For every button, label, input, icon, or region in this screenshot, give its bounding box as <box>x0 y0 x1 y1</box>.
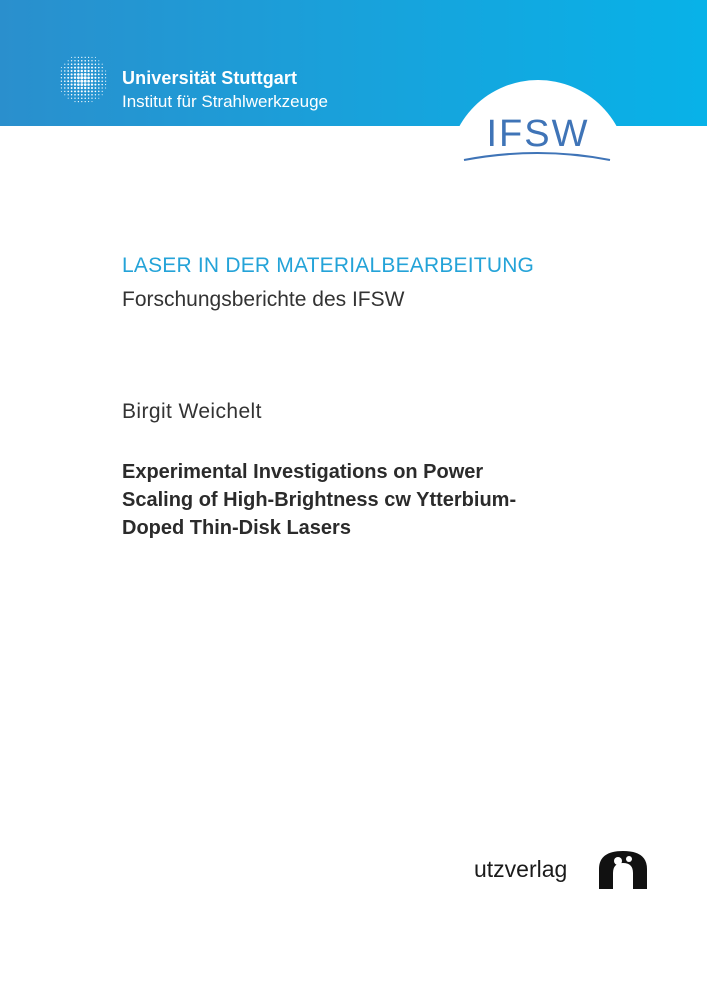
emblem-dot <box>67 87 69 89</box>
emblem-dot <box>91 73 93 75</box>
emblem-dot <box>84 60 86 62</box>
emblem-dot <box>71 57 72 58</box>
emblem-dot <box>68 98 69 99</box>
utzverlag-arch-logo-icon <box>597 849 649 889</box>
emblem-dot <box>84 87 86 89</box>
emblem-dot <box>87 76 90 79</box>
emblem-dot <box>64 87 65 88</box>
emblem-dot <box>94 73 96 75</box>
emblem-dot <box>77 76 80 79</box>
emblem-dot <box>74 60 75 61</box>
emblem-dot <box>95 63 97 64</box>
emblem-dot <box>87 83 90 86</box>
emblem-dot <box>71 84 73 86</box>
emblem-dot <box>68 60 69 61</box>
emblem-dot <box>88 94 90 96</box>
emblem-dot <box>105 84 106 85</box>
emblem-dot <box>71 67 73 69</box>
emblem-dot <box>91 57 92 58</box>
emblem-dot <box>81 94 83 96</box>
emblem-dot <box>67 67 69 69</box>
emblem-dot <box>84 63 86 65</box>
emblem-dot <box>102 87 103 88</box>
emblem-dot <box>91 67 93 69</box>
emblem-dot <box>71 70 73 72</box>
emblem-dot <box>84 76 87 79</box>
university-name: Universität Stuttgart <box>122 68 298 88</box>
emblem-dot <box>87 70 89 72</box>
emblem-dot <box>94 87 96 89</box>
emblem-dot <box>98 84 100 86</box>
book-title-line: Scaling of High-Brightness cw Ytterbium- <box>122 489 517 511</box>
emblem-dot <box>74 57 75 58</box>
emblem-dot <box>98 87 100 89</box>
emblem-dot <box>98 70 100 72</box>
emblem-dot <box>77 80 80 83</box>
emblem-dot <box>71 63 73 65</box>
emblem-dot <box>84 90 86 92</box>
emblem-dot <box>74 101 75 102</box>
emblem-dot <box>84 97 86 99</box>
emblem-dot <box>85 101 86 102</box>
emblem-dot <box>67 84 69 86</box>
emblem-dot <box>67 73 69 75</box>
emblem-dot <box>77 73 80 76</box>
emblem-dot <box>95 94 96 95</box>
emblem-dot <box>87 87 89 89</box>
series-subtitle: Forschungsberichte des IFSW <box>122 288 405 311</box>
emblem-dot <box>64 64 65 65</box>
emblem-dot <box>64 91 65 92</box>
emblem-dot <box>91 98 92 99</box>
emblem-dot <box>102 91 103 92</box>
emblem-dot <box>80 83 83 86</box>
emblem-dot <box>78 57 79 58</box>
emblem-dot <box>81 60 83 62</box>
emblem-dot <box>61 70 62 71</box>
emblem-dot <box>64 84 66 86</box>
emblem-dot <box>74 73 76 75</box>
book-title-line: Doped Thin-Disk Lasers <box>122 517 351 539</box>
emblem-dot <box>87 80 90 83</box>
emblem-dot <box>98 94 99 95</box>
emblem-dot <box>80 76 83 79</box>
emblem-dot <box>98 98 99 99</box>
emblem-dot <box>95 98 96 99</box>
emblem-dot <box>77 83 80 86</box>
emblem-dot <box>61 77 62 78</box>
emblem-dot <box>78 94 80 96</box>
book-title-line: Experimental Investigations on Power <box>122 461 484 483</box>
series-title: LASER IN DER MATERIALBEARBEITUNG <box>122 254 535 277</box>
emblem-dot <box>98 67 99 68</box>
emblem-dot <box>84 70 86 72</box>
emblem-dot <box>98 80 100 82</box>
emblem-dot <box>77 90 79 92</box>
emblem-dot <box>101 77 103 79</box>
emblem-dot <box>94 77 96 79</box>
emblem-dot <box>78 60 80 62</box>
emblem-dot <box>81 97 83 99</box>
emblem-dot <box>101 80 103 82</box>
institute-name: Institut für Strahlwerkzeuge <box>122 92 328 111</box>
emblem-dot <box>74 94 76 96</box>
emblem-dot <box>71 94 72 95</box>
emblem-dot <box>105 74 106 75</box>
emblem-dot <box>77 63 79 65</box>
emblem-dot <box>88 60 90 62</box>
emblem-dot <box>105 77 106 78</box>
emblem-dot <box>81 63 83 65</box>
emblem-dot <box>102 70 103 71</box>
emblem-dot <box>68 64 69 65</box>
emblem-dot <box>91 60 92 61</box>
emblem-dot <box>88 67 90 69</box>
ifsw-logo <box>460 108 616 166</box>
emblem-dot <box>84 83 87 86</box>
emblem-dot <box>81 101 82 102</box>
emblem-dot <box>61 74 62 75</box>
emblem-dot <box>74 63 76 65</box>
author-name: Birgit Weichelt <box>122 400 262 423</box>
emblem-dot <box>67 80 69 82</box>
ifsw-logo-text: IFSW <box>486 113 590 155</box>
emblem-dot <box>77 67 79 69</box>
emblem-dot <box>85 57 86 58</box>
emblem-dot <box>91 77 93 79</box>
emblem-dot <box>98 77 100 79</box>
emblem-dot <box>91 94 93 96</box>
emblem-dot <box>74 90 76 92</box>
emblem-dot <box>71 73 73 75</box>
emblem-dot <box>105 87 106 88</box>
emblem-dot <box>81 90 83 92</box>
emblem-dot <box>61 87 62 88</box>
emblem-dot <box>71 80 73 82</box>
emblem-dot <box>64 70 65 71</box>
emblem-dot <box>81 70 83 72</box>
emblem-dot <box>87 73 90 76</box>
emblem-dot <box>91 63 93 65</box>
emblem-dot <box>67 77 69 79</box>
emblem-dot <box>78 101 79 102</box>
emblem-dot <box>98 74 100 76</box>
publisher-name: utzverlag <box>474 856 568 882</box>
emblem-dot <box>68 94 69 95</box>
emblem-dot <box>91 87 93 89</box>
emblem-dot <box>88 90 90 92</box>
emblem-dot <box>67 70 69 72</box>
emblem-dot <box>98 91 99 92</box>
emblem-dot <box>74 77 76 79</box>
emblem-dot <box>98 60 99 61</box>
emblem-dot <box>95 57 96 58</box>
emblem-dot <box>74 83 76 85</box>
university-dot-emblem-icon <box>56 52 110 106</box>
emblem-dot <box>91 70 93 72</box>
emblem-dot <box>71 87 73 89</box>
emblem-dot <box>88 63 90 65</box>
emblem-dot <box>77 87 79 89</box>
emblem-dot <box>61 91 62 92</box>
emblem-dot <box>64 80 66 82</box>
emblem-dot <box>64 67 65 68</box>
emblem-dot <box>88 101 89 102</box>
emblem-dot <box>91 90 93 92</box>
emblem-dot <box>105 81 106 82</box>
emblem-dot <box>80 80 83 83</box>
emblem-dot <box>78 97 79 98</box>
emblem-dot <box>71 91 73 93</box>
emblem-dot <box>91 101 92 102</box>
emblem-dot <box>74 87 76 89</box>
emblem-dot <box>102 64 103 65</box>
emblem-dot <box>91 83 93 85</box>
emblem-dot <box>88 97 89 98</box>
emblem-dot <box>101 84 102 85</box>
emblem-dot <box>64 74 66 76</box>
emblem-dot <box>84 67 86 69</box>
emblem-dot <box>84 73 87 76</box>
emblem-dot <box>84 94 86 96</box>
emblem-dot <box>61 67 62 68</box>
emblem-dot <box>67 91 69 93</box>
emblem-dot <box>81 87 83 89</box>
emblem-dot <box>61 81 62 82</box>
emblem-dot <box>105 70 106 71</box>
emblem-dot <box>94 84 96 86</box>
emblem-dot <box>91 80 93 82</box>
emblem-dot <box>61 84 62 85</box>
emblem-dot <box>101 74 102 75</box>
emblem-dot <box>80 73 83 76</box>
emblem-dot <box>84 80 87 83</box>
emblem-dot <box>81 67 83 69</box>
emblem-dot <box>98 64 99 65</box>
emblem-dot <box>94 70 96 72</box>
emblem-dot <box>64 94 65 95</box>
emblem-dot <box>81 57 82 58</box>
emblem-dot <box>95 60 96 61</box>
emblem-dot <box>71 77 73 79</box>
emblem-dot <box>102 94 103 95</box>
emblem-dot <box>74 70 76 72</box>
emblem-dot <box>74 98 75 99</box>
emblem-dot <box>74 67 76 69</box>
emblem-dot <box>88 57 89 58</box>
emblem-dot <box>64 77 66 79</box>
emblem-dot <box>71 98 72 99</box>
emblem-dot <box>94 80 96 82</box>
emblem-dot <box>102 67 103 68</box>
emblem-dot <box>77 70 79 72</box>
emblem-dot <box>95 91 97 93</box>
emblem-dot <box>95 67 97 69</box>
emblem-dot <box>71 60 72 61</box>
book-title <box>122 458 622 542</box>
emblem-dot <box>74 80 76 82</box>
